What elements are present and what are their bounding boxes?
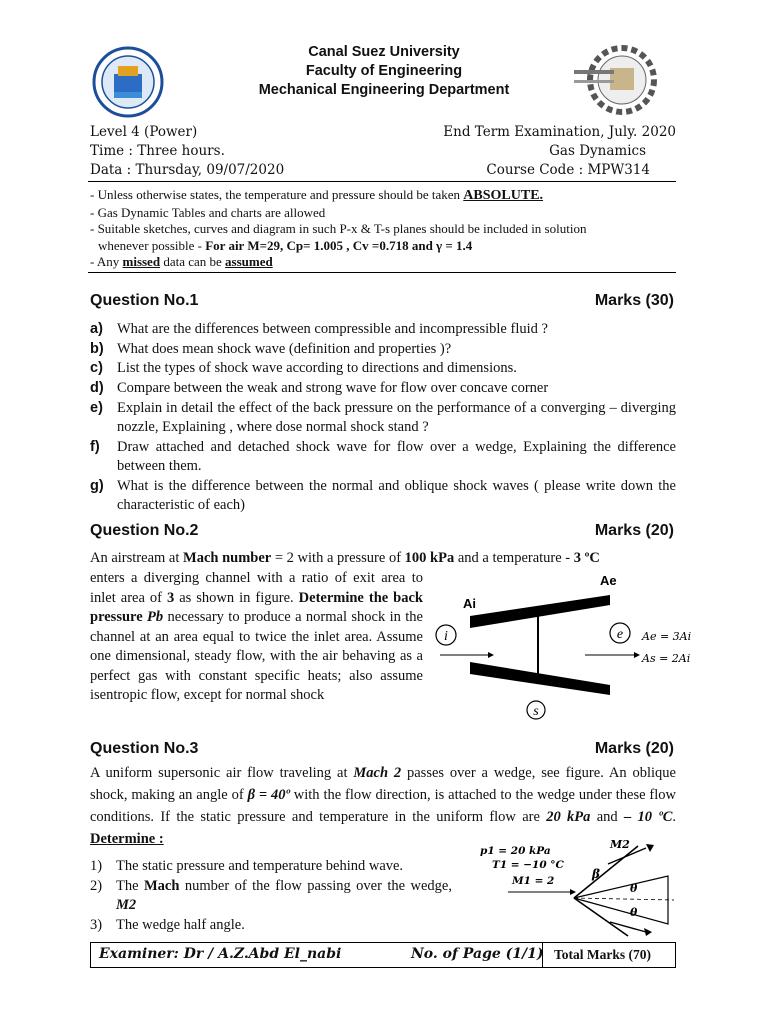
q1-item-e: e) Explain in detail the effect of the back pressure on the performance of a converging – diverging nozzle, Explaining , where dose normal shock stand ? [90, 400, 676, 435]
q2-title: Question No.2 [90, 522, 199, 539]
exit-station-label: e [616, 627, 624, 642]
p1-label: p1 = 20 kPa [480, 845, 551, 857]
shock-area-equation: As = 2Ai [642, 652, 691, 665]
exam-date: Data : Thursday, 09/07/2020 [90, 162, 285, 178]
q3-item-2: 2) The Mach number of the flow passing over the wedge, M2 [90, 877, 452, 913]
exam-footer [90, 942, 676, 968]
t1-label: T1 = −10 °C [492, 859, 564, 871]
q2-line1: An airstream at Mach number = 2 with a pressure of 100 kPa and a temperature - 3 ºC [90, 550, 600, 566]
exit-arrow-head [634, 652, 640, 658]
page-count: No. of Page (1/1) [411, 946, 544, 962]
notes-divider [88, 272, 676, 273]
shock-station-label: s [533, 704, 539, 719]
q3-items [90, 857, 452, 935]
university-name: Canal Suez University [308, 44, 460, 60]
course-code: Course Code : MPW314 [486, 162, 650, 178]
q3-item-3: 3) The wedge half angle. [90, 916, 245, 933]
q2-body: enters a diverging channel with a ratio of exit area to inlet area of 3 as shown in figure. Determine the back pressure Pb necessary to produce a normal shock in the channel at an area equal to twice the inlet area. Assume one dimensional, steady flow, with the air behaving as a perfect gas with constant specific heats; also assume isentropic flow, except for normal shock [90, 570, 423, 703]
footer-divider [542, 943, 543, 967]
theta-lower-label: θ [630, 906, 638, 919]
channel-lower-wall [470, 662, 610, 695]
q1-item-b: b) What does mean shock wave (definition and properties )? [90, 341, 452, 357]
exam-time: Time : Three hours. [90, 143, 225, 159]
m1-label: M1 = 2 [512, 875, 555, 887]
channel-upper-wall [470, 595, 610, 628]
q1-title: Question No.1 [90, 292, 199, 309]
faculty-name: Faculty of Engineering [305, 63, 463, 79]
q3-item-1: 1) The static pressure and temperature behind wave. [90, 858, 404, 874]
inlet-station-label: i [444, 629, 448, 644]
exam-title: End Term Examination, July. 2020 [443, 124, 676, 140]
diverging-channel-figure [430, 570, 700, 720]
department-name: Mechanical Engineering Department [258, 82, 510, 98]
beta-label: β [592, 867, 600, 881]
exam-notes: - Unless otherwise states, the temperature and pressure should be taken ABSOLUTE. - Gas Dynamic Tables and charts are allowed - Suitable sketches, curves and diagram in such P-x & T-s planes should be included in solution whenever possible - For air M=29, Cp= 1.005 , Cv =0.718 and γ = 1.4 - Any missed data can be assumed [90, 187, 587, 269]
m2-label: M2 [610, 838, 630, 851]
q1-item-g: g) What is the difference between the normal and oblique shock waves ( please write down the characteristic of each) [90, 478, 676, 513]
examiner-name: Examiner: Dr / A.Z.Abd El_nabi [99, 946, 342, 962]
q1-item-d: d) Compare between the weak and strong wave for flow over concave corner [90, 380, 549, 396]
theta-upper-label: θ [630, 882, 638, 895]
q1-item-c: c) List the types of shock wave according to directions and dimensions. [90, 360, 517, 376]
exit-area-label: Ae [600, 573, 617, 588]
lower-flow-arrow-head [644, 928, 652, 936]
level: Level 4 (Power) [90, 124, 198, 140]
q1-item-f: f) Draw attached and detached shock wave for flow over a wedge, Explaining the difference between them. [90, 439, 676, 474]
q3-marks: Marks (20) [594, 740, 674, 757]
oblique-shock-figure [478, 832, 690, 940]
upper-flow-arrow-head [646, 844, 654, 852]
subject: Gas Dynamics [549, 143, 646, 159]
header-divider [88, 181, 676, 182]
q3-title: Question No.3 [90, 740, 199, 757]
q3-body: A uniform supersonic air flow traveling at Mach 2 passes over a wedge, see figure. An oblique shock, making an angle of β = 40º with the flow direction, is attached to the wedge under these flow conditions. If the static pressure and temperature in the uniform flow are 20 kPa and – 10 ºC. Determine : [90, 765, 676, 847]
exit-area-equation: Ae = 3Ai [642, 630, 692, 643]
inlet-area-label: Ai [463, 596, 476, 611]
inlet-arrow-head [488, 652, 494, 658]
q2-marks: Marks (20) [594, 522, 674, 539]
q1-marks: Marks (30) [594, 292, 674, 309]
incoming-flow-head [570, 889, 576, 895]
total-marks: Total Marks (70) [554, 947, 651, 962]
wedge [574, 876, 668, 924]
q1-item-a: a) What are the differences between compressible and incompressible fluid ? [90, 321, 548, 337]
